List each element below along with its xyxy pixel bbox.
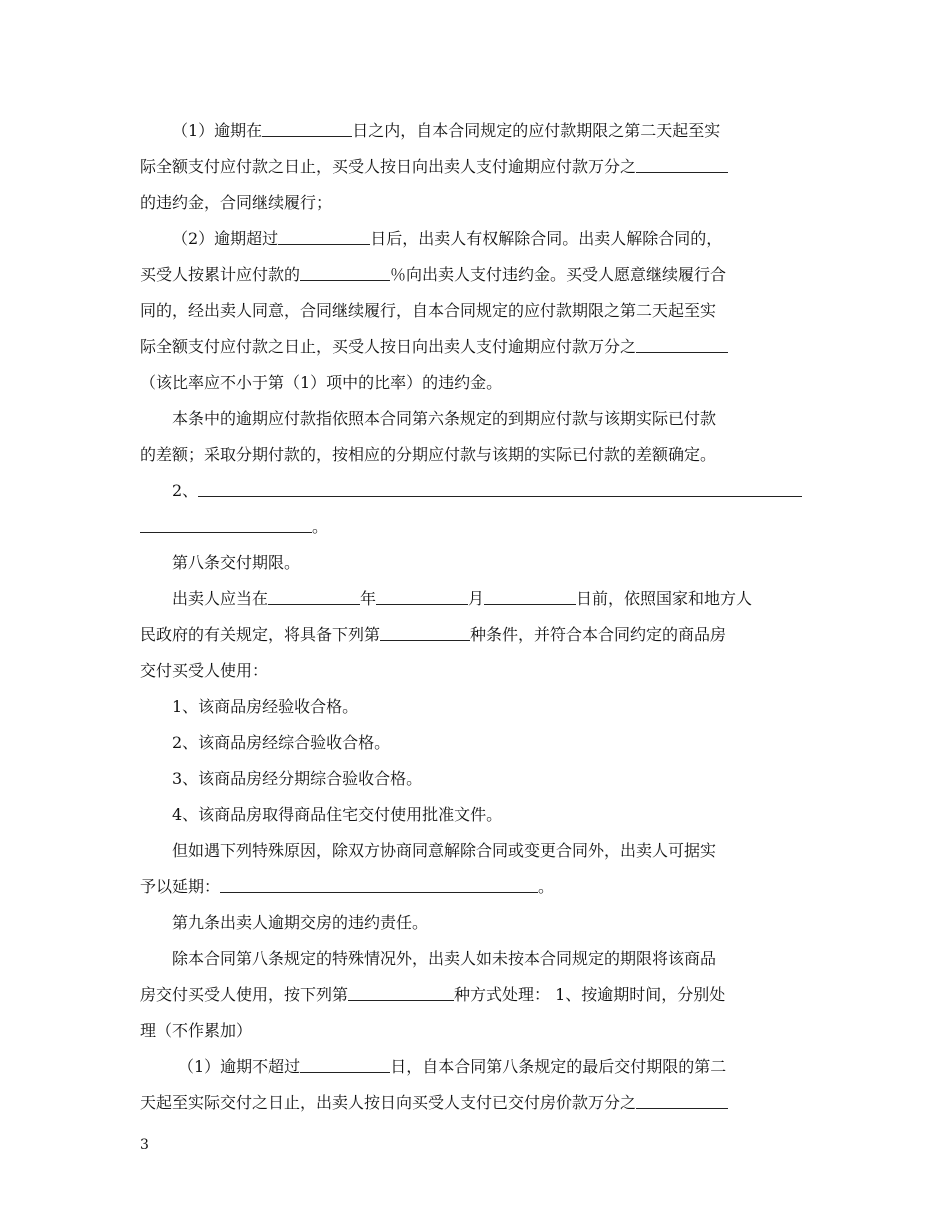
text-line (172, 473, 802, 509)
fill-blank (636, 154, 728, 173)
text: 4、该商品房取得商品住宅交付使用批准文件。 (172, 805, 503, 824)
text: 买受人按累计应付款的 (140, 265, 301, 284)
text: 但如遇下列特殊原因，除双方协商同意解除合同或变更合同外，出卖人可据实 (172, 841, 717, 860)
text-line (140, 1085, 728, 1121)
text: 3、该商品房经分期综合验收合格。 (172, 769, 423, 788)
text-line (178, 1049, 726, 1085)
fill-blank (348, 982, 454, 1001)
article-heading (172, 545, 300, 581)
fill-blank (198, 478, 802, 497)
text-line (140, 977, 725, 1013)
text: 除本合同第八条规定的特殊情况外，出卖人如未按本合同规定的期限将该商品 (172, 949, 717, 968)
text-line (172, 833, 716, 869)
text: 日后，出卖人有权解除合同。出卖人解除合同的， (370, 229, 723, 248)
text: （2）逾期超过 (172, 229, 279, 248)
fill-blank (636, 1090, 728, 1109)
text-line (140, 437, 716, 473)
text-line (172, 581, 752, 617)
text: 日，自本合同第八条规定的最后交付期限的第二 (390, 1057, 727, 1076)
fill-blank (380, 622, 470, 641)
text: 本条中的逾期应付款指依照本合同第六条规定的到期应付款与该期实际已付款 (172, 409, 717, 428)
text-line (140, 509, 328, 545)
text: 年 (360, 589, 377, 608)
list-item (172, 689, 358, 725)
fill-blank (376, 586, 468, 605)
fill-blank (300, 262, 390, 281)
fill-blank (140, 514, 312, 533)
text: 的违约金，合同继续履行； (140, 193, 333, 212)
fill-blank (636, 334, 728, 353)
text: （1）逾期在 (172, 121, 263, 140)
text: 。 (312, 517, 329, 536)
page-number: 3 (140, 1137, 149, 1153)
text: 月 (468, 589, 485, 608)
text: 际全额支付应付款之日止，买受人按日向出卖人支付逾期应付款万分之 (140, 337, 637, 356)
text: 2、 (172, 481, 199, 500)
text: 天起至实际交付之日止，出卖人按日向买受人支付已交付房价款万分之 (140, 1093, 637, 1112)
text-line (140, 185, 332, 221)
text: 出卖人应当在 (172, 589, 269, 608)
text-line (140, 1013, 252, 1049)
list-item (172, 797, 502, 833)
text-line (140, 293, 716, 329)
text: 理（不作累加） (140, 1021, 253, 1040)
text: 种条件，并符合本合同约定的商品房 (470, 625, 727, 644)
text: 际全额支付应付款之日止，买受人按日向出卖人支付逾期应付款万分之 (140, 157, 637, 176)
text-line (140, 617, 726, 653)
text: 的差额；采取分期付款的，按相应的分期应付款与该期的实际已付款的差额确定。 (140, 445, 717, 464)
text: 第八条交付期限。 (172, 553, 301, 572)
text: 民政府的有关规定，将具备下列第 (140, 625, 381, 644)
text-line (172, 221, 722, 257)
text: 交付买受人使用： (140, 661, 269, 680)
list-item (172, 761, 422, 797)
text-line (172, 113, 720, 149)
fill-blank (262, 118, 352, 137)
text: （该比率应不小于第（1）项中的比率）的违约金。 (140, 373, 503, 392)
text: ％向出卖人支付违约金。买受人愿意继续履行合 (390, 265, 727, 284)
text: 种方式处理： 1、按逾期时间，分别处 (454, 985, 726, 1004)
text: 。 (538, 877, 555, 896)
text: 2、该商品房经综合验收合格。 (172, 733, 391, 752)
text-line (140, 329, 728, 365)
text: 第九条出卖人逾期交房的违约责任。 (172, 913, 429, 932)
text: 予以延期： (140, 877, 221, 896)
text: 日之内，自本合同规定的应付款期限之第二天起至实 (352, 121, 721, 140)
text-line (140, 149, 728, 185)
fill-blank (220, 874, 538, 893)
text: 日前，依照国家和地方人 (576, 589, 753, 608)
text-line (172, 401, 716, 437)
text-line (140, 653, 268, 689)
fill-blank (484, 586, 576, 605)
text-line (172, 941, 716, 977)
text-line (140, 869, 554, 905)
fill-blank (278, 226, 370, 245)
text: （1）逾期不超过 (178, 1057, 301, 1076)
article-heading (172, 905, 428, 941)
text: 房交付买受人使用，按下列第 (140, 985, 349, 1004)
text: 1、该商品房经验收合格。 (172, 697, 359, 716)
list-item (172, 725, 390, 761)
fill-blank (300, 1054, 390, 1073)
text-line (140, 257, 726, 293)
text: 同的，经出卖人同意，合同继续履行，自本合同规定的应付款期限之第二天起至实 (140, 301, 717, 320)
text-line (140, 365, 502, 401)
fill-blank (268, 586, 360, 605)
